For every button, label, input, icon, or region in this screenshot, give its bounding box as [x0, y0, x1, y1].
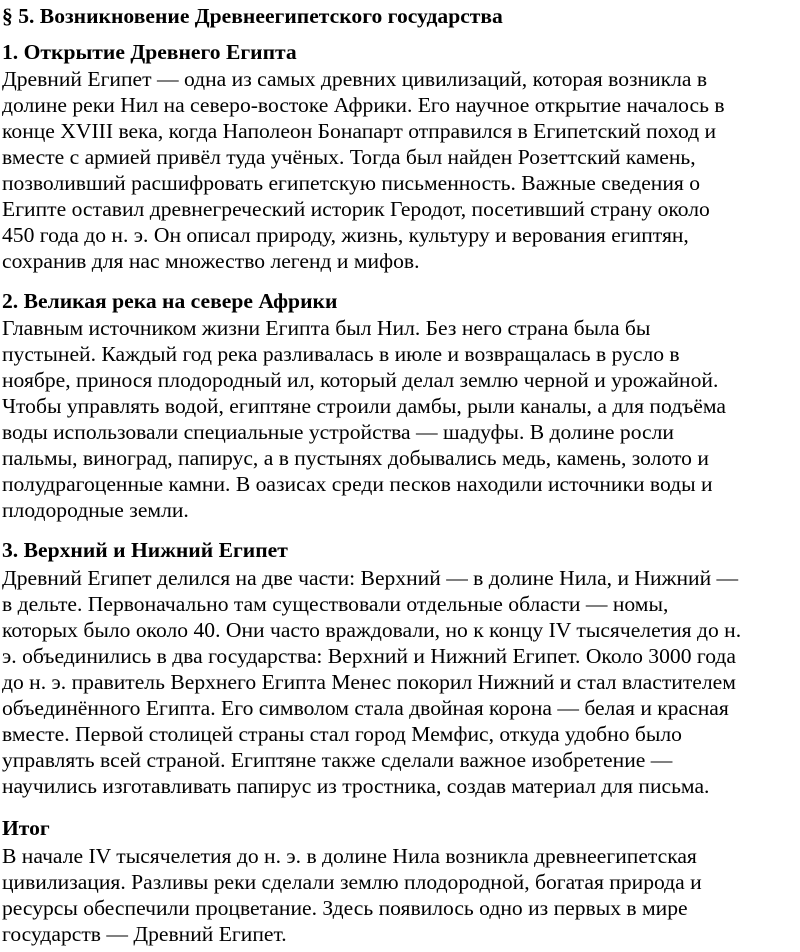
- paragraph-line: до н. э. правитель Верхнего Египта Менес покорил Нижний и стал властителем: [2, 670, 736, 694]
- paragraph-line: позволивший расшифровать египетскую письменность. Важные сведения о: [2, 171, 701, 195]
- section-heading-3: 3. Верхний и Нижний Египет: [2, 538, 288, 562]
- paragraph-line: сохранив для нас множество легенд и мифов.: [2, 249, 420, 273]
- paragraph-line: 450 года до н. э. Он описал природу, жизнь, культуру и верования египтян,: [2, 223, 689, 247]
- paragraph-line: пустыней. Каждый год река разливалась в июле и возвращалась в русло в: [2, 342, 680, 366]
- paragraph-line: плодородные земли.: [2, 498, 189, 522]
- summary-heading: Итог: [2, 816, 50, 840]
- paragraph-line: которых было около 40. Они часто враждовали, но к концу IV тысячелетия до н.: [2, 618, 742, 642]
- paragraph-line: Главным источником жизни Египта был Нил. Без него страна была бы: [2, 316, 651, 340]
- paragraph-line: Чтобы управлять водой, египтяне строили дамбы, рыли каналы, а для подъёма: [2, 394, 726, 418]
- paragraph-line: объединённого Египта. Его символом стала двойная корона — белая и красная: [2, 696, 729, 720]
- paragraph-line: пальмы, виноград, папирус, а в пустынях добывались медь, камень, золото и: [2, 446, 709, 470]
- paragraph-line: В начале IV тысячелетия до н. э. в долине Нила возникла древнеегипетская: [2, 844, 697, 868]
- paragraph-line: ресурсы обеспечили процветание. Здесь появилось одно из первых в мире: [2, 896, 688, 920]
- paragraph-line: Древний Египет делился на две части: Верхний — в долине Нила, и Нижний —: [2, 566, 739, 590]
- paragraph-line: э. объединились в два государства: Верхний и Нижний Египет. Около 3000 года: [2, 644, 736, 668]
- paragraph-line: управлять всей страной. Египтяне также сделали важное изобретение —: [2, 748, 673, 772]
- paragraph-line: научились изготавливать папирус из тростника, создав материал для письма.: [2, 774, 710, 798]
- section-heading-1: 1. Открытие Древнего Египта: [2, 40, 297, 64]
- page-title: § 5. Возникновение Древнеегипетского государства: [2, 4, 503, 28]
- paragraph-line: вместе. Первой столицей страны стал город Мемфис, откуда удобно было: [2, 722, 682, 746]
- paragraph-line: конце XVIII века, когда Наполеон Бонапарт отправился в Египетский поход и: [2, 119, 717, 143]
- paragraph-line: воды использовали специальные устройства — шадуфы. В долине росли: [2, 420, 674, 444]
- paragraph-line: в дельте. Первоначально там существовали отдельные области — номы,: [2, 592, 669, 616]
- paragraph-line: Египте оставил древнегреческий историк Геродот, посетивший страну около: [2, 197, 710, 221]
- paragraph-line: Древний Египет — одна из самых древних цивилизаций, которая возникла в: [2, 67, 708, 91]
- paragraph-line: ноябре, принося плодородный ил, который делал землю черной и урожайной.: [2, 368, 719, 392]
- section-heading-2: 2. Великая река на севере Африки: [2, 289, 338, 313]
- paragraph-line: вместе с армией привёл туда учёных. Тогда был найден Розеттский камень,: [2, 145, 696, 169]
- paragraph-line: полудрагоценные камни. В оазисах среди песков находили источники воды и: [2, 472, 713, 496]
- paragraph-line: государств — Древний Египет.: [2, 922, 287, 946]
- paragraph-line: долине реки Нил на северо-востоке Африки. Его научное открытие началось в: [2, 93, 725, 117]
- paragraph-line: цивилизация. Разливы реки сделали землю плодородной, богатая природа и: [2, 870, 702, 894]
